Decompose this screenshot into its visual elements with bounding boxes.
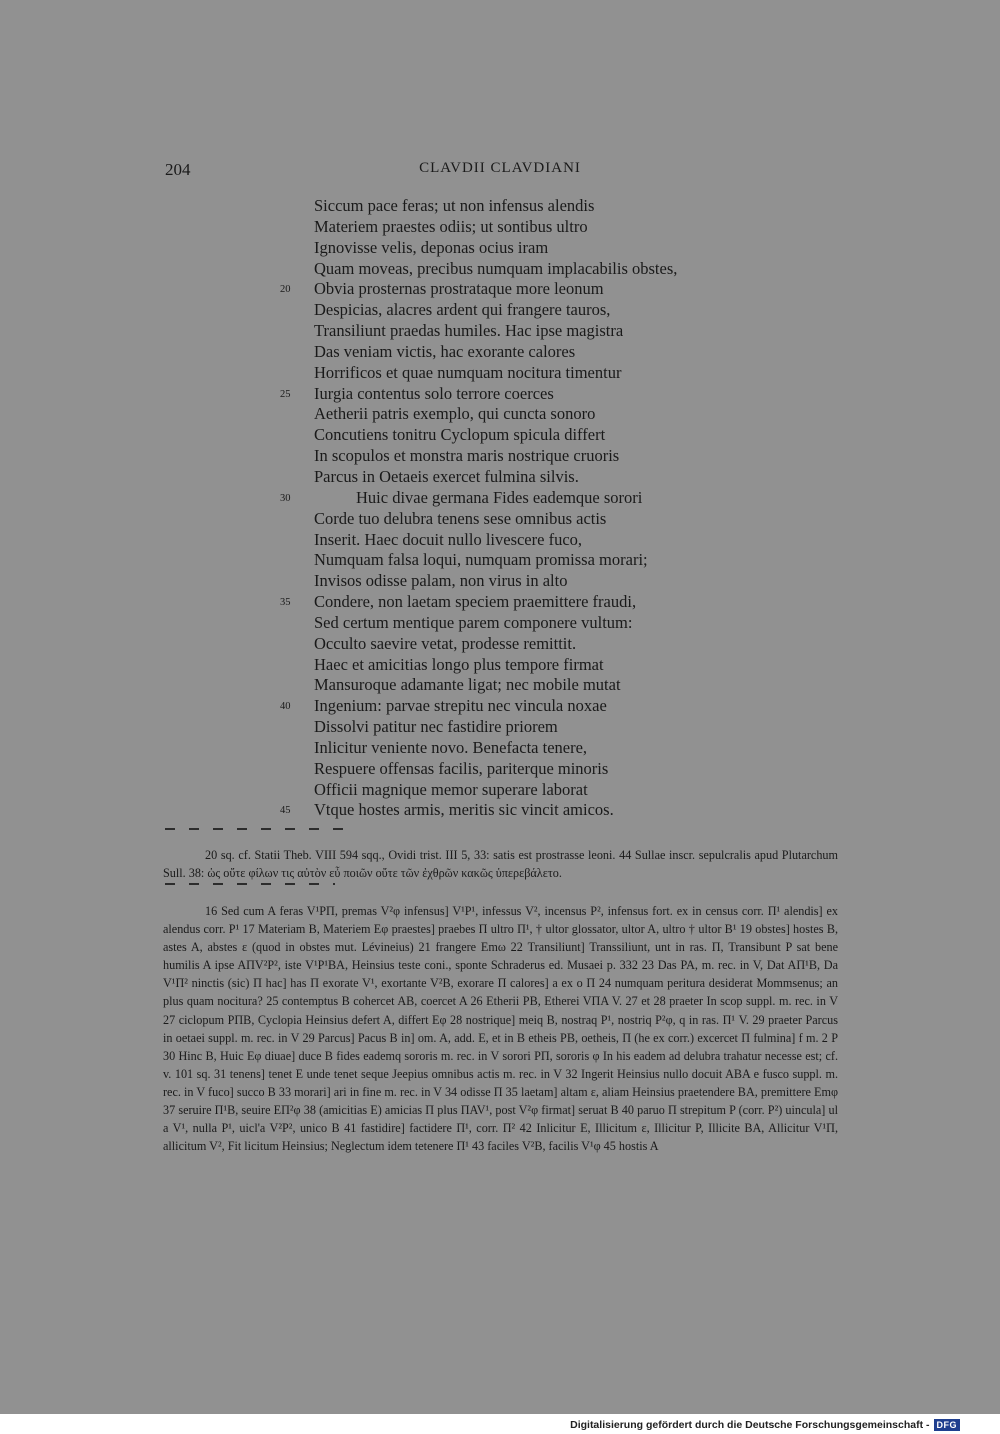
separator-rule: [165, 828, 345, 830]
verse-line: [270, 738, 830, 759]
verse-text: Invisos odisse palam, non virus in alto: [314, 571, 568, 591]
verse-text: Mansuroque adamante ligat; nec mobile mutat: [314, 675, 621, 695]
line-number: 35: [280, 597, 291, 609]
verse-text: Inlicitur veniente novo. Benefacta tenere,: [314, 737, 588, 757]
verse-line: [270, 717, 830, 738]
verse-text: Transiliunt praedas humiles. Hac ipse magistra: [314, 321, 624, 341]
verse-line: [270, 780, 830, 801]
verse-line: [270, 404, 830, 425]
verse-text: Officii magnique memor superare laborat: [314, 779, 588, 799]
verse-line: [270, 655, 830, 676]
verse-text: Iurgia contentus solo terrore coerces: [314, 383, 554, 403]
dfg-logo-icon: DFG: [934, 1419, 961, 1431]
verse-line: [270, 300, 830, 321]
verse-line: [270, 530, 830, 551]
verse-line: [270, 238, 830, 259]
line-number: 20: [280, 284, 291, 296]
verse-line: [270, 759, 830, 780]
verse-text: Obvia prosternas prostrataque more leonum: [314, 279, 604, 299]
verse-line: [270, 675, 830, 696]
verse-text: Ignovisse velis, deponas ocius iram: [314, 237, 549, 257]
verse-line: [270, 342, 830, 363]
running-title: CLAVDII CLAVDIANI: [419, 160, 581, 176]
verse-line: [270, 425, 830, 446]
verse-text: Occulto saevire vetat, prodesse remittit.: [314, 633, 577, 653]
line-number: 45: [280, 805, 291, 817]
critical-apparatus: [163, 902, 838, 1155]
apparatus-text: 16 Sed cum A feras V¹PΠ, premas V²φ infensus] V¹P¹, infessus V², incensus P², infensus fort. ex in census corr. Π¹ alendis] ex alendus corr. P¹ 17 Materiam B, Materiem Eφ praestes] praebes Π ultro Π¹, † ultor glossator, ultor A, ultro † ultor B¹ 19 obstes] hostes B, astes A, abstes ε (quod in obstes mut. Lévineius) 21 frangere Emω 22 Transiliunt] Transsiliunt, unt in ras. Π, Transibunt P sat bene humilis A ipse AΠV²P², iste V¹P¹BA, Heinsius teste coni., sponte Schraderus ed. Musaei p. 332 23 Das PA, m. rec. in V, Dat AΠ¹B, Da V¹Π² ninctis (sic) Π hac] has Π exorate V¹, exortante V²B, exorare Π calores] a ex o Π 24 numquam peritura desiderat Mommsenus; an plus quam nocitura? 25 contemptus B cohercet AB, coercet A 26 Etherii PB, Etherei VΠA V. 27 et 28 praeter In scop suppl. m. rec. in V 27 ciclopum PΠB, Cyclopia Heinsius defert A, differt Eφ 28 nostrique] meiq B, nostraq P¹, nostriq P²φ, q in ras. Π¹ V. 29 praeter Parcus in oetaei suppl. m. rec. in V 29 Parcus] Pacus B in] om. A, add. E, et in B etheis PB, oetheis, Π (he ex corr.) excercet Π fulmina] f m. 2 P 30 Hinc B, Huic Eφ diuae] duce B fides eademq sororis m. rec. in V sorori PΠ, sororis φ In his eadem ad delubra trahatur necesse est; cf. v. 101 sq. 31 tenens] tenet E unde tenet seque Jeepius omnibus actis m. rec. in V 32 Ingerit Heinsius nullo docuit ABA e fusco suppl. m. rec. in V fuco] succo B 33 morari] ari in fine m. rec. in V 34 odisse Π 35 laetam] altam ε, aliam Heinsius praetendere BA, premittere Emφ 37 seruire Π¹B, seuire EΠ²φ 38 (amicitias E) amicias Π plus ΠAV¹, post V²φ firmat] seruat B 40 paruo Π strepitum P (corr. P²) uincula] ul a V¹, nulla P¹, uicl'a V²P², unico B 41 fastidire] factidere Π¹, corr. Π² 42 Inlicitur E, Illicitum ε, Illicitur P, Illicite BA, Allicitur V¹Π, allicitum V², Fit licitum Heinsius; Neglectum idem tetenere Π¹ 43 faciles V²B, facilis V¹φ 45 hostis A: [163, 904, 838, 1154]
source-notes: [163, 846, 838, 882]
verse-text: Dissolvi patitur nec fastidire priorem: [314, 717, 558, 737]
verse-text: Respuere offensas facilis, pariterque minoris: [314, 758, 609, 778]
verse-line: [270, 571, 830, 592]
verse-text: Despicias, alacres ardent qui frangere tauros,: [314, 300, 611, 320]
verse-text: Inserit. Haec docuit nullo livescere fuco,: [314, 529, 583, 549]
verse-line: [270, 696, 830, 717]
verse-text: Siccum pace feras; ut non infensus alendis: [314, 196, 595, 215]
separator-rule: [165, 883, 335, 885]
verse-line: [270, 550, 830, 571]
verse-text: Ingenium: parvae strepitu nec vincula noxae: [314, 696, 607, 716]
verse-text: Huic divae germana Fides eademque sorori: [356, 487, 643, 507]
verse-line: [270, 613, 830, 634]
verse-line: [270, 279, 830, 300]
verse-text: Quam moveas, precibus numquam implacabilis obstes,: [314, 258, 678, 278]
verse-text: Numquam falsa loqui, numquam promissa morari;: [314, 550, 648, 570]
verse-line: [270, 592, 830, 613]
verse-line: [270, 217, 830, 238]
verse-text: Condere, non laetam speciem praemittere fraudi,: [314, 592, 637, 612]
verse-text: Corde tuo delubra tenens sese omnibus actis: [314, 508, 607, 528]
verse-text: Haec et amicitias longo plus tempore firmat: [314, 654, 604, 674]
line-number: 40: [280, 701, 291, 713]
verse-text: Parcus in Oetaeis exercet fulmina silvis.: [314, 466, 579, 486]
verse-block: [270, 196, 830, 821]
verse-line: [270, 800, 830, 821]
page-header: [165, 160, 835, 184]
verse-text: Sed certum mentique parem componere vultum:: [314, 612, 633, 632]
line-number: 25: [280, 388, 291, 400]
footer: [570, 1418, 960, 1432]
verse-text: Horrificos et quae numquam nocitura timentur: [314, 362, 622, 382]
verse-line: [270, 384, 830, 405]
verse-line: [270, 363, 830, 384]
verse-line: [270, 488, 830, 509]
verse-text: Materiem praestes odiis; ut sontibus ultro: [314, 216, 588, 236]
verse-text: Das veniam victis, hac exorante calores: [314, 341, 576, 361]
verse-line: [270, 446, 830, 467]
verse-line: [270, 321, 830, 342]
page-number: 204: [165, 160, 191, 179]
verse-text: Aetherii patris exemplo, qui cuncta sonoro: [314, 404, 596, 424]
verse-line: [270, 634, 830, 655]
verse-line: [270, 196, 830, 217]
verse-line: [270, 509, 830, 530]
verse-text: In scopulos et monstra maris nostrique cruoris: [314, 446, 620, 466]
verse-line: [270, 467, 830, 488]
verse-text: Vtque hostes armis, meritis sic vincit amicos.: [314, 800, 614, 820]
verse-line: [270, 259, 830, 280]
footer-credit: Digitalisierung gefördert durch die Deutsche Forschungsgemeinschaft -: [570, 1419, 930, 1431]
line-number: 30: [280, 492, 291, 504]
verse-text: Concutiens tonitru Cyclopum spicula differt: [314, 425, 606, 445]
source-note-text: 20 sq. cf. Statii Theb. VIII 594 sqq., Ovidi trist. III 5, 33: satis est prostrasse leoni. 44 Sullae inscr. sepulcralis apud Plutarchum Sull. 38: ὡς οὔτε φίλων τις αὐτὸν εὖ ποιῶν οὔτε τῶν ἐχθρῶν κακῶς ὑπερεβάλετο.: [163, 848, 838, 880]
